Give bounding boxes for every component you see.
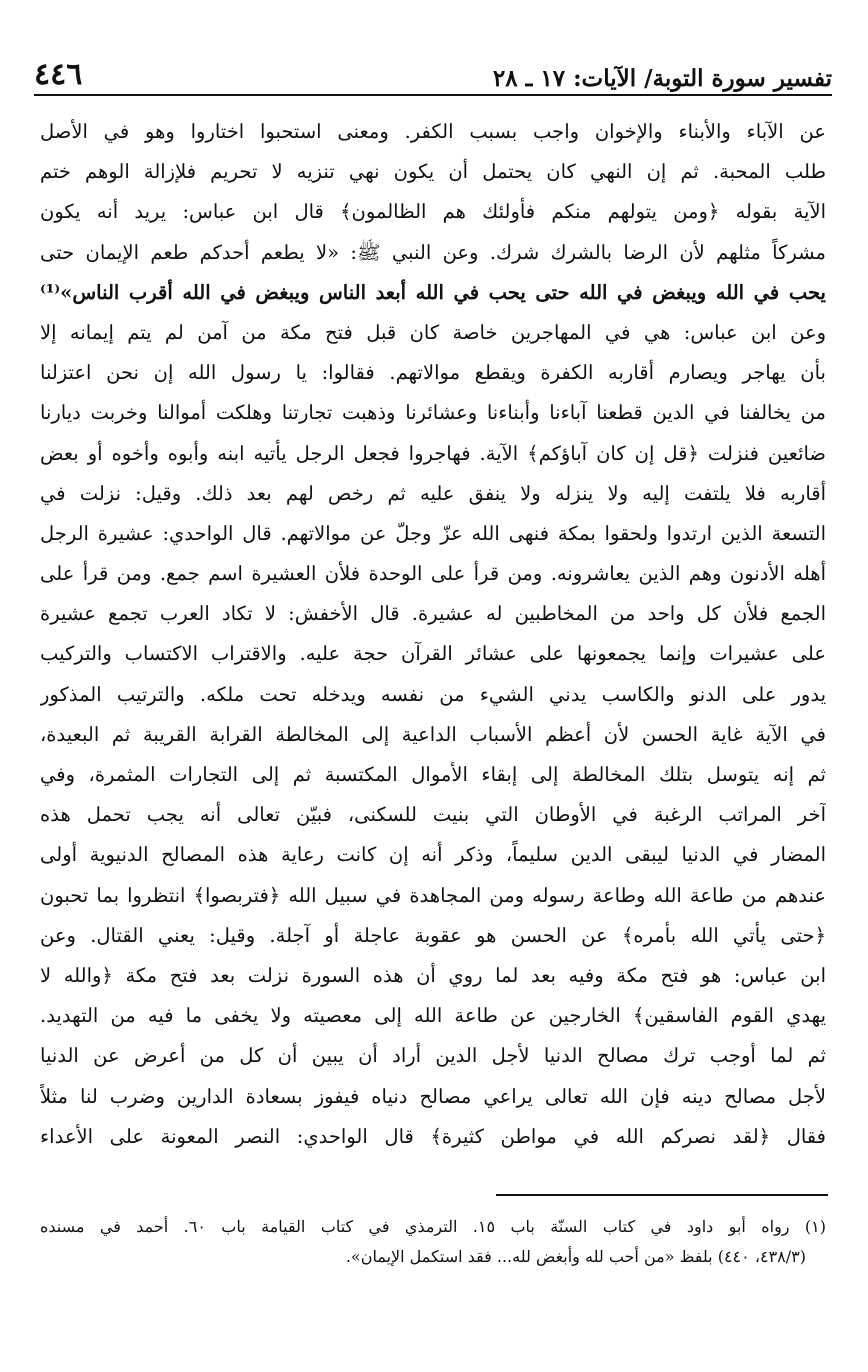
running-title: تفسير سورة التوبة/ الآيات: ١٧ ـ ٢٨ xyxy=(492,65,832,92)
text-line: ثم إنه يتوسل بتلك المخالطة إلى إبقاء الأموال المكتسبة ثم إلى التجارات المثمرة، وفي xyxy=(40,763,826,786)
text-line: يحب في الله ويبغض في الله حتى يحب في الله أبعد الناس ويبغض في الله أقرب الناس»⁽¹⁾ xyxy=(40,280,826,304)
text-line: عندهم من طاعة الله وطاعة رسوله ومن المجاهدة في سبيل الله ﴿فتربصوا﴾ انتظروا بما تحبون xyxy=(40,883,826,907)
text-line: ثم لما أوجب ترك مصالح الدنيا لأجل الدين أراد أن يبين أن كل من أعرض عن الدنيا xyxy=(40,1044,826,1068)
text-line: لأجل مصالح دينه فإن الله تعالى يراعي مصالح دنياه فيفوز بسعادة الدارين وضرب لنا مثلاً xyxy=(40,1084,826,1108)
text-line: آخر المراتب الرغبة في الأوطان التي بنيت للسكنى، فبيّن تعالى أنه يجب تحمل هذه xyxy=(40,803,826,827)
text-line: يدور على الدنو والكاسب يدني الشيء من نفسه ويدخله تحت ملكه. والترتيب المذكور xyxy=(40,682,826,706)
text-line: ابن عباس: هو فتح مكة وفيه بعد لما روي أن هذه السورة نزلت بعد فتح مكة ﴿والله لا xyxy=(40,963,826,987)
text-line: في الآية غاية الحسن لأن أعظم الأسباب الداعية إلى المخالطة القرابة القريبة ثم البعيدة، xyxy=(40,722,826,746)
text-line: أهله الأدنون وهم الذين يعاشرونه. ومن قرأ على الوحدة فلأن العشيرة اسم جمع. ومن قرأ على xyxy=(40,562,826,586)
text-line: وعن ابن عباس: هي في المهاجرين خاصة كان قبل فتح مكة من آمن لم يتم إيمانه إلا xyxy=(40,320,826,344)
text-line: فقال ﴿لقد نصركم الله في مواطن كثيرة﴾ قال الواحدي: النصر المعونة على الأعداء xyxy=(40,1124,826,1148)
text-line: طلب المحبة. ثم إن النهي كان يحتمل أن يكون نهي تنزيه لا تحريم فلإزالة الوهم ختم xyxy=(40,160,826,184)
footnote-line: (١) رواه أبو داود في كتاب السنّة باب ١٥. الترمذي في كتاب القيامة باب ٦٠. أحمد في مسنده xyxy=(40,1217,826,1236)
text-line: على عشيرات وإنما يجمعونها على عشائر القرآن حجة عليه. والاقتراب الاكتساب والتركيب xyxy=(40,642,826,666)
body-text xyxy=(40,112,826,1157)
text-line: ضائعين فنزلت ﴿قل إن كان آباؤكم﴾ الآية. فهاجروا فجعل الرجل يأتيه ابنه وأبوه وأخوه أو بعض xyxy=(40,441,826,465)
footnotes xyxy=(40,1212,826,1272)
page-header xyxy=(34,52,832,96)
text-line: المضار في الدنيا ليبقى الدين سليماً، وذكر أنه إن كانت رعاية هذه المصالح الدنيوية أولى xyxy=(40,843,826,867)
text-line: الآية بقوله ﴿ومن يتولهم منكم فأولئك هم الظالمون﴾ قال ابن عباس: يريد أنه يكون xyxy=(40,200,826,224)
page-number: ٤٤٦ xyxy=(34,57,83,92)
footnote-line: (٤٣٨/٣، ٤٤٠) بلفظ «من أحب لله وأبغض لله... فقد استكمل الإيمان». xyxy=(345,1247,806,1266)
text-line: التسعة الذين ارتدوا ولحقوا بمكة فنهى الله عزّ وجلّ عن موالاتهم. قال الواحدي: عشيرة الرجل xyxy=(40,521,826,545)
text-line: عن الآباء والأبناء والإخوان واجب بسبب الكفر. ومعنى استحبوا اختاروا وهو في الأصل xyxy=(40,120,826,143)
text-line: الجمع فلأن كل واحد من المخاطبين له عشيرة. قال الأخفش: لا تكاد العرب تجمع عشيرة xyxy=(40,602,826,626)
text-line: أقاربه فلا يلتفت إليه ولا ينزله ولا ينفق عليه ثم رخص لهم بعد ذلك. وقيل: نزلت في xyxy=(40,481,826,505)
footnote-separator xyxy=(496,1194,828,1196)
text-line: مشركاً مثلهم لأن الرضا بالشرك شرك. وعن النبي ﷺ: «لا يطعم أحدكم طعم الإيمان حتى xyxy=(40,240,826,264)
text-line: يهدي القوم الفاسقين﴾ الخارجين عن طاعة الله إلى معصيته ولا يخفى ما فيه من التهديد. xyxy=(40,1004,826,1028)
text-line: من يخالفنا في الدين قطعنا آباءنا وأبناءنا وعشائرنا وذهبت تجارتنا وهلكت أموالنا وخربت ديارنا xyxy=(40,401,826,425)
text-line: ﴿حتى يأتي الله بأمره﴾ عن الحسن هو عقوبة عاجلة أو آجلة. وقيل: يعني القتال. وعن xyxy=(40,923,826,947)
text-line: بأن يهاجر ويصارم أقاربه الكفرة ويقطع موالاتهم. فقالوا: يا رسول الله إن نحن اعتزلنا xyxy=(40,361,826,385)
